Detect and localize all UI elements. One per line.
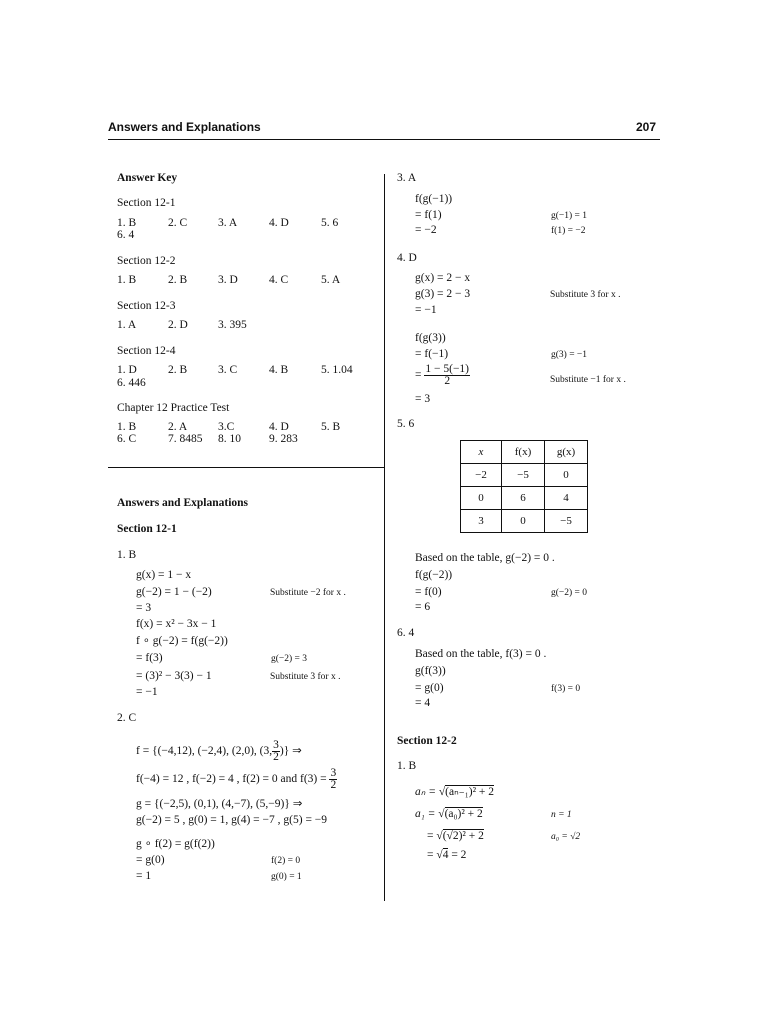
ak-answer: 2. B	[168, 274, 188, 286]
ak-answer: 4. C	[269, 274, 289, 286]
table-cell: 0	[461, 487, 502, 510]
column-divider	[384, 174, 385, 901]
math-note: g(−2) = 0	[551, 588, 588, 598]
set-text: )} ⇒	[279, 745, 302, 758]
answer-key-title: Answer Key	[117, 172, 178, 184]
ak-answer: 3. C	[218, 364, 238, 376]
ak-answer: 4. D	[269, 217, 289, 229]
math-line: g = {(−2,5), (0,1), (4,−7), (5,−9)} ⇒	[136, 798, 303, 810]
math-line: = (3)² − 3(3) − 1	[136, 670, 212, 682]
table-header-row	[461, 441, 588, 464]
ak-answer: 6. 446	[117, 377, 146, 389]
question-label: 4. D	[397, 252, 417, 264]
math-line: g ∘ f(2) = g(f(2))	[136, 838, 215, 850]
math-line: f(g(−1))	[415, 193, 453, 205]
math-line: = f(3)	[136, 652, 163, 664]
fraction	[424, 364, 470, 387]
math-line: = 3	[136, 602, 152, 614]
ak-answer: 3. D	[218, 274, 238, 286]
ak-section-name: Chapter 12 Practice Test	[117, 402, 230, 414]
math-note: f(2) = 0	[271, 856, 301, 866]
ak-answer: 2. B	[168, 364, 188, 376]
math-note: f(1) = −2	[551, 226, 586, 236]
ak-answer: 3. A	[218, 217, 238, 229]
math-note: Substitute −2 for x .	[270, 588, 346, 598]
term: aₙ =	[415, 786, 439, 798]
math-line: f(g(3))	[415, 332, 446, 344]
math-line: = 6	[415, 601, 431, 613]
radicand: 4	[442, 849, 449, 861]
values-table	[460, 440, 588, 533]
math-line: = f(−1)	[415, 348, 449, 360]
values-text: f(−4) = 12 , f(−2) = 4 , f(2) = 0 and f(3) =	[136, 773, 327, 786]
ak-answer: 4. B	[269, 364, 289, 376]
math-line: Based on the table, g(−2) = 0 .	[415, 552, 555, 564]
question-label: 2. C	[117, 712, 137, 724]
table-cell: −2	[461, 464, 502, 487]
math-note: g(3) = −1	[551, 350, 588, 360]
math-line: = $\frac{1 - 5(-1)}{2}$	[415, 363, 470, 387]
math-note: a₀ = √2	[551, 832, 581, 842]
math-line: = g(0)	[136, 854, 165, 866]
fraction	[272, 740, 280, 763]
table-row	[461, 464, 588, 487]
math-line: f ∘ g(−2) = f(g(−2))	[136, 635, 228, 647]
ak-answer: 4. D	[269, 421, 289, 433]
table-cell: 0	[502, 510, 545, 533]
radicand: (a₀)² + 2	[444, 808, 483, 820]
result: = 2	[448, 849, 467, 861]
question-label: 1. B	[117, 549, 137, 561]
running-header-title: Answers and Explanations	[108, 120, 261, 134]
ak-answer: 2. A	[168, 421, 188, 433]
ak-answer: 1. B	[117, 421, 137, 433]
math-line: = √(√2)² + 2	[427, 830, 484, 842]
question-label: 5. 6	[397, 418, 415, 430]
frac-num: 3	[330, 767, 337, 779]
math-line: g(f(3))	[415, 665, 446, 677]
ak-section-name: Section 12-4	[117, 345, 176, 357]
math-line: = 4	[415, 697, 431, 709]
math-line: = f(0)	[415, 586, 442, 598]
math-line: = √4 = 2	[427, 849, 467, 861]
radical-sign: √	[436, 849, 443, 861]
ak-answer: 2. C	[168, 217, 188, 229]
question-label: 3. A	[397, 172, 417, 184]
ak-answer: 1. B	[117, 274, 137, 286]
ak-answer: 1. A	[117, 319, 137, 331]
math-note: Substitute 3 for x .	[550, 290, 621, 300]
math-line: g(x) = 1 − x	[136, 569, 192, 581]
table-cell: 3	[461, 510, 502, 533]
math-line: f(g(−2))	[415, 569, 453, 581]
ak-answer: 1. D	[117, 364, 137, 376]
table-header: x	[461, 441, 502, 464]
math-line	[415, 785, 494, 799]
table-cell: 6	[502, 487, 545, 510]
table-cell: −5	[502, 464, 545, 487]
math-line: g(3) = 2 − 3	[415, 288, 471, 300]
math-line: = −2	[415, 224, 437, 236]
ak-answer: 3.C	[218, 421, 235, 433]
ak-answer: 8. 10	[218, 433, 241, 445]
ak-section-name: Section 12-2	[117, 255, 176, 267]
radical-sign: √	[438, 808, 445, 820]
ak-answer: 7. 8485	[168, 433, 203, 445]
explanations-title: Answers and Explanations	[117, 497, 249, 509]
frac-den: 2	[444, 375, 451, 387]
ak-section-name: Section 12-1	[117, 197, 176, 209]
table-row	[461, 510, 588, 533]
math-line: = g(0)	[415, 682, 444, 694]
math-note: g(−2) = 3	[271, 654, 308, 664]
math-line: = −1	[415, 304, 437, 316]
ak-section-name: Section 12-3	[117, 300, 176, 312]
math-line	[136, 768, 337, 791]
math-note: g(0) = 1	[271, 872, 302, 882]
ak-answer: 5. 6	[321, 217, 339, 229]
frac-num: 3	[273, 739, 279, 751]
math-note: n = 1	[551, 810, 572, 820]
math-line: = f(1)	[415, 209, 442, 221]
radical-sign: √	[438, 786, 446, 798]
header-rule	[108, 139, 660, 140]
section-heading: Section 12-2	[397, 735, 457, 747]
ak-answer: 9. 283	[269, 433, 298, 445]
table-header: f(x)	[502, 441, 545, 464]
table-cell: 4	[545, 487, 588, 510]
math-line: = −1	[136, 686, 158, 698]
ak-answer: 2. D	[168, 319, 188, 331]
math-note: f(3) = 0	[551, 684, 581, 694]
ak-answer: 3. 395	[218, 319, 247, 331]
radicand: (aₙ₋₁)² + 2	[445, 786, 495, 798]
math-line: = 1	[136, 870, 152, 882]
ak-answer: 5. 1.04	[321, 364, 353, 376]
math-line: g(x) = 2 − x	[415, 272, 471, 284]
question-label: 1. B	[397, 760, 417, 772]
ak-answer: 6. C	[117, 433, 137, 445]
frac-den: 2	[273, 751, 279, 763]
ak-answer: 5. A	[321, 274, 341, 286]
frac-den: 2	[330, 779, 337, 791]
math-line	[415, 807, 483, 821]
radicand: (√2)² + 2	[442, 830, 484, 842]
question-label: 6. 4	[397, 627, 415, 639]
ak-answer: 1. B	[117, 217, 137, 229]
math-line	[136, 740, 302, 763]
section-heading: Section 12-1	[117, 523, 177, 535]
table-cell: 0	[545, 464, 588, 487]
term: a₁ =	[415, 808, 439, 820]
math-line: f(x) = x² − 3x − 1	[136, 618, 217, 630]
ak-answer: 5. B	[321, 421, 341, 433]
fraction	[329, 768, 337, 791]
math-note: g(−1) = 1	[551, 211, 588, 221]
table-header: g(x)	[545, 441, 588, 464]
page-number: 207	[636, 120, 657, 134]
ak-answer: 6. 4	[117, 229, 135, 241]
math-line: = 3	[415, 393, 431, 405]
radical-sign: √	[436, 830, 443, 842]
math-note: Substitute −1 for x .	[550, 375, 626, 385]
table-row	[461, 487, 588, 510]
table-cell: −5	[545, 510, 588, 533]
math-line: g(−2) = 1 − (−2)	[136, 586, 212, 598]
math-note: Substitute 3 for x .	[270, 672, 341, 682]
answer-key-rule	[108, 467, 385, 468]
math-line: g(−2) = 5 , g(0) = 1, g(4) = −7 , g(5) = −9	[136, 814, 328, 826]
frac-num: 1 − 5(−1)	[425, 363, 470, 375]
math-line: Based on the table, f(3) = 0 .	[415, 648, 547, 660]
set-text: f = {(−4,12), (−2,4), (2,0), (3,	[136, 745, 273, 758]
